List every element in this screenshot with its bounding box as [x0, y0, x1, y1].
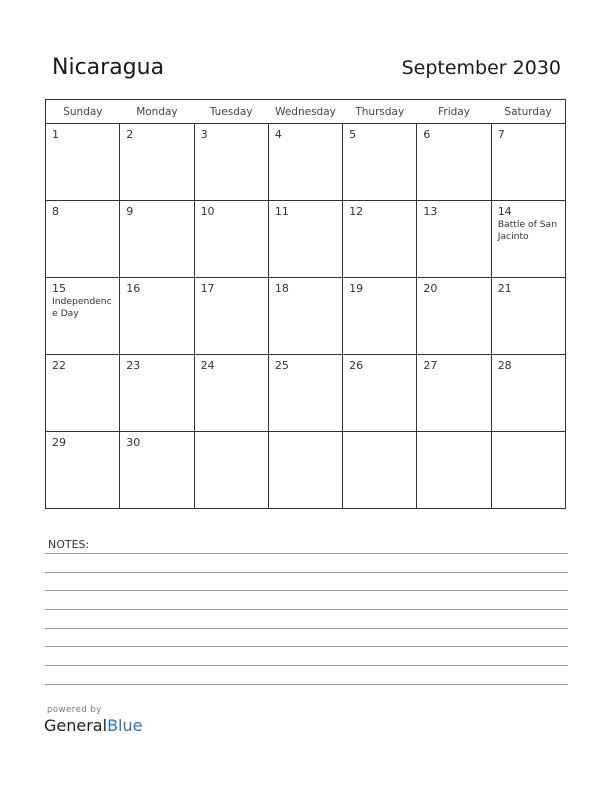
weekday-tuesday: Tuesday [194, 100, 268, 124]
day-cell [120, 432, 194, 509]
day-cell [417, 124, 491, 201]
day-number: 17 [200, 282, 215, 295]
day-cell [268, 432, 342, 509]
weekday-thursday: Thursday [343, 100, 417, 124]
day-number: 18 [274, 282, 289, 295]
day-cell [194, 355, 268, 432]
day-cell [417, 355, 491, 432]
day-cell [46, 124, 120, 201]
weekday-header-row [46, 100, 566, 124]
day-cell [268, 355, 342, 432]
week-row [46, 278, 566, 355]
notes-line [45, 590, 568, 591]
day-number: 12 [349, 205, 364, 218]
day-number: 6 [423, 128, 431, 141]
day-cell [194, 278, 268, 355]
day-number: 25 [274, 359, 289, 372]
holiday-label: Battle of San Jacinto [497, 219, 558, 242]
notes-label: NOTES: [48, 538, 90, 551]
day-number: 19 [349, 282, 364, 295]
calendar-grid [45, 99, 566, 509]
day-number: 15 [52, 282, 66, 295]
day-cell [194, 124, 268, 201]
day-cell [491, 355, 565, 432]
weekday-wednesday: Wednesday [268, 100, 342, 124]
day-cell [491, 124, 565, 201]
day-cell [268, 278, 342, 355]
day-number: 14 [497, 205, 512, 218]
day-number: 7 [497, 128, 505, 141]
notes-line [45, 572, 568, 573]
day-number: 5 [349, 128, 357, 141]
day-number: 30 [126, 436, 141, 449]
day-number: 26 [349, 359, 364, 372]
day-cell [417, 278, 491, 355]
day-cell [343, 278, 417, 355]
week-row [46, 432, 566, 509]
day-number: 3 [200, 128, 208, 141]
notes-line [45, 646, 568, 647]
day-cell [491, 432, 565, 509]
day-number: 1 [52, 128, 59, 141]
notes-line [45, 665, 568, 666]
weekday-sunday: Sunday [46, 100, 120, 124]
day-cell [417, 432, 491, 509]
day-number: 8 [52, 205, 59, 218]
notes-line [45, 628, 568, 629]
day-cell [491, 278, 565, 355]
weekday-monday: Monday [120, 100, 194, 124]
day-cell [120, 124, 194, 201]
day-number: 2 [126, 128, 134, 141]
notes-line [45, 553, 568, 554]
day-number: 28 [497, 359, 512, 372]
day-cell [417, 201, 491, 278]
day-cell [343, 355, 417, 432]
day-number: 27 [423, 359, 438, 372]
logo-blue-text: Blue [107, 716, 143, 735]
day-number: 11 [274, 205, 289, 218]
day-number: 10 [200, 205, 215, 218]
day-cell [343, 124, 417, 201]
day-number: 29 [52, 436, 66, 449]
calendar-month-title: September 2030 [401, 57, 561, 79]
calendar-country-title: Nicaragua [52, 55, 165, 80]
week-row [46, 124, 566, 201]
day-number: 24 [200, 359, 215, 372]
notes-line [45, 609, 568, 610]
day-cell [343, 201, 417, 278]
holiday-label: Independence Day [52, 296, 112, 319]
day-cell [120, 278, 194, 355]
day-cell [194, 432, 268, 509]
day-number: 16 [126, 282, 141, 295]
day-number: 20 [423, 282, 438, 295]
week-row [46, 201, 566, 278]
day-cell [46, 432, 120, 509]
day-cell [491, 201, 565, 278]
day-number: 4 [274, 128, 282, 141]
notes-line [45, 684, 568, 685]
day-number: 23 [126, 359, 141, 372]
day-cell [268, 201, 342, 278]
day-number: 21 [497, 282, 512, 295]
day-cell [120, 355, 194, 432]
day-cell [194, 201, 268, 278]
day-cell [46, 201, 120, 278]
powered-by-text: powered by [47, 705, 102, 715]
weekday-saturday: Saturday [491, 100, 565, 124]
weekday-friday: Friday [417, 100, 491, 124]
day-number: 22 [52, 359, 66, 372]
day-cell [120, 201, 194, 278]
generalblue-logo [44, 716, 142, 735]
day-cell [46, 278, 120, 355]
day-cell [46, 355, 120, 432]
day-cell [343, 432, 417, 509]
week-row [46, 355, 566, 432]
logo-general-text: General [44, 716, 108, 735]
day-number: 9 [126, 205, 134, 218]
day-cell [268, 124, 342, 201]
day-number: 13 [423, 205, 438, 218]
